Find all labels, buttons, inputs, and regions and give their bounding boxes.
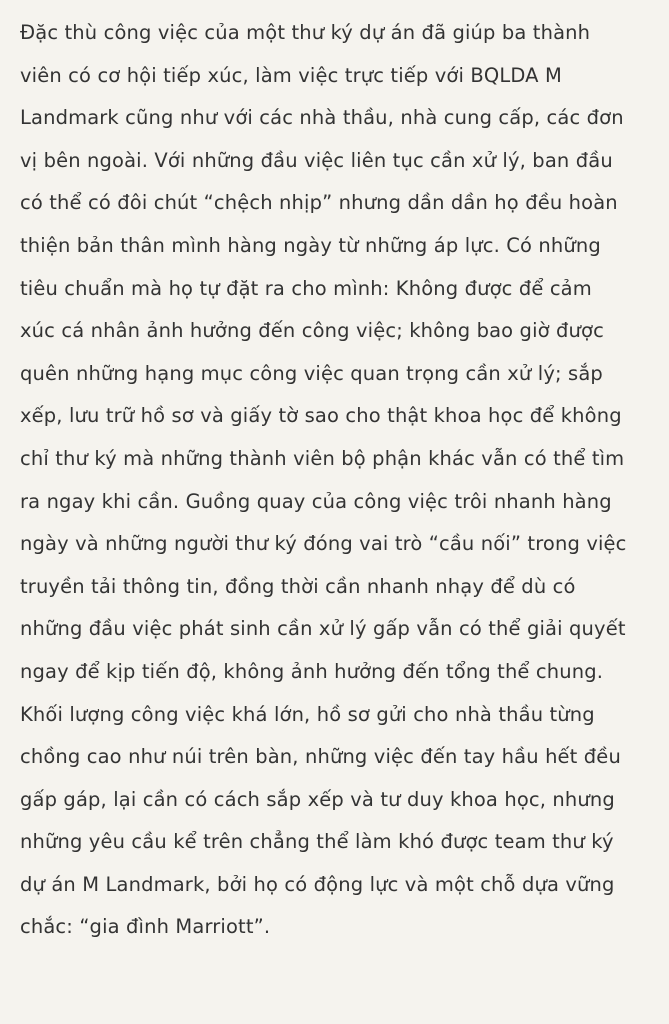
article-line: Landmark cũng như với các nhà thầu, nhà cung cấp, các đơn [20, 106, 624, 130]
article-line: những đầu việc phát sinh cần xử lý gấp vẫn có thể giải quyết [20, 617, 626, 641]
article-line: xúc cá nhân ảnh hưởng đến công việc; không bao giờ được [20, 319, 604, 343]
article-line: vị bên ngoài. Với những đầu việc liên tục cần xử lý, ban đầu [20, 148, 613, 172]
article-line: có thể có đôi chút “chệch nhịp” nhưng dần dần họ đều hoàn [20, 191, 618, 215]
article-line: Khối lượng công việc khá lớn, hồ sơ gửi cho nhà thầu từng [20, 702, 595, 726]
article-line: ngày và những người thư ký đóng vai trò “cầu nối” trong việc [20, 532, 627, 556]
article-line: thiện bản thân mình hàng ngày từ những áp lực. Có những [20, 233, 601, 257]
article-line: gấp gáp, lại cần có cách sắp xếp và tư duy khoa học, nhưng [20, 787, 615, 811]
article-line: xếp, lưu trữ hồ sơ và giấy tờ sao cho thật khoa học để không [20, 404, 622, 428]
article-line: dự án M Landmark, bởi họ có động lực và một chỗ dựa vững [20, 872, 615, 896]
article-line: ngay để kịp tiến độ, không ảnh hưởng đến tổng thể chung. [20, 659, 604, 683]
article-line: những yêu cầu kể trên chẳng thể làm khó được team thư ký [20, 830, 614, 854]
article-line: chắc: “gia đình Marriott”. [20, 915, 271, 939]
article-line: quên những hạng mục công việc quan trọng cần xử lý; sắp [20, 361, 603, 385]
article-line: tiêu chuẩn mà họ tự đặt ra cho mình: Không được để cảm [20, 276, 592, 300]
article-body [20, 12, 660, 949]
article-line: chồng cao như núi trên bàn, những việc đến tay hầu hết đều [20, 745, 621, 769]
article-line: Đặc thù công việc của một thư ký dự án đã giúp ba thành [20, 21, 591, 44]
article-line: viên có cơ hội tiếp xúc, làm việc trực tiếp với BQLDA M [20, 63, 562, 87]
article-line: truyền tải thông tin, đồng thời cần nhanh nhạy để dù có [20, 574, 576, 598]
article-line: chỉ thư ký mà những thành viên bộ phận khác vẫn có thể tìm [20, 446, 625, 470]
article-line: ra ngay khi cần. Guồng quay của công việc trôi nhanh hàng [20, 489, 612, 513]
